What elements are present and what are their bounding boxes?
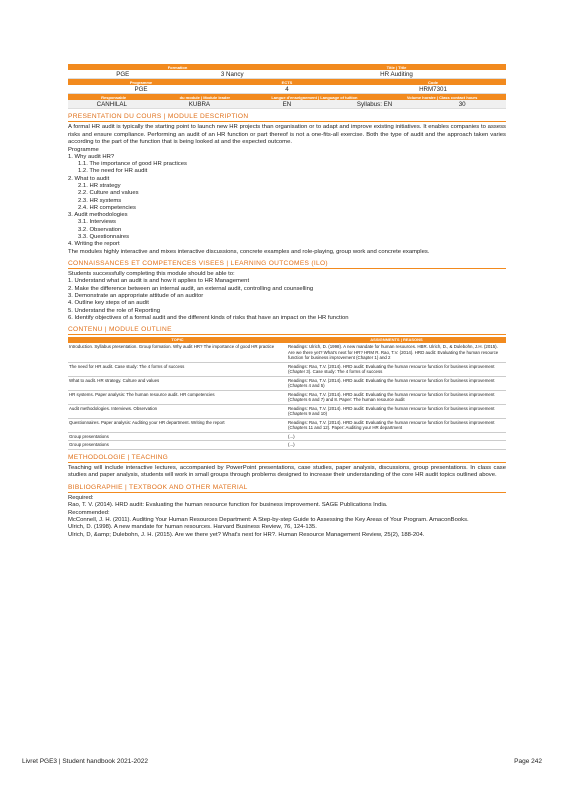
biblio-required-list (68, 502, 506, 510)
outline-row (68, 432, 506, 441)
header-label: Programme (129, 79, 153, 85)
outline-row (68, 418, 506, 432)
outline-assignment-cell: Readings: Ulrich, D. (1998). A new mandate for human resources. HBR. Ulrich, D., & Dulebohn, J.H. (2015). Are we there yet? What's next for HR? HRM R. Rao, T.V. (2014). HRD audit: Evaluating the human resource function for business improvement (Chapter 1) and 2 (287, 343, 506, 362)
header-value: HRM7301 (419, 85, 447, 93)
header-value: 30 (458, 100, 466, 108)
outcome-item: 1. Understand what an audit is and how it applies to HR Management (68, 278, 250, 285)
programme-item: 1.2. The need for HR audit (78, 168, 148, 175)
outcome-item: 4. Outline key steps of an audit (68, 300, 149, 307)
outcome-item: 6. Identify objectives of a formal audit and the different kinds of risks that have an impact on the HR function (68, 314, 349, 321)
programme-label: Programme (68, 146, 99, 153)
biblio-recommended-item: Ulrich, D, &amp; Dulebohn, J. H. (2015). Are we there yet? What's next for HR?. Human Resource Management Review, 25(2), 188-204. (68, 531, 425, 538)
description-intro: A formal HR audit is typically the starting point to launch new HR projects than organisation or to adapt and improve existing initiatives. It enables companies to assess risks and ensure compliance. Performing an audit of an HR function or part thereof is not a one-fits-all exercise. Both the type of audit and the approach taken varies according to the part of the function that is being looked at and the expected outcome. (68, 124, 506, 145)
header-label: ECTS (281, 79, 293, 85)
programme-item: 2.2. Culture and values (78, 190, 139, 197)
header-value: HR Auditing (380, 70, 413, 78)
outline-row (68, 441, 506, 450)
outline-topic-cell: HR systems. Paper analysis: The human resource audit. HR competencies (68, 390, 287, 404)
header-row-3 (68, 100, 506, 109)
outcomes-list (68, 278, 506, 322)
header-bar-1 (68, 64, 506, 70)
section-heading-outline: CONTENU | MODULE OUTLINE (68, 326, 506, 335)
biblio-recommended-list (68, 517, 506, 540)
header-label: du module | Module leader (179, 94, 231, 100)
header-row-2 (68, 85, 506, 94)
outcome-item: 3. Demonstrate an appropriate attitude of an auditor (68, 293, 204, 300)
outcome-item: 2. Make the difference between an internal audit, an external audit, controlling and counselling (68, 285, 314, 292)
outline-topic-cell: Group presentations (68, 432, 287, 441)
header-value: 4 (285, 85, 289, 93)
outline-row (68, 362, 506, 376)
outcomes-intro: Students successfully completing this module should be able to: (68, 271, 235, 278)
outline-assignment-cell: Readings: Rao, T.V. (2014). HRD audit: Evaluating the human resource function for business improvement (Chapters 9 and 10) (287, 404, 506, 418)
programme-item: 2.3. HR systems (78, 197, 122, 204)
header-row-1 (68, 70, 506, 79)
outline-col-topic: TOPIC (68, 337, 287, 343)
outline-col-assignments: ASSIGNMENTS | REASONS (287, 337, 506, 343)
biblio-recommended-item: McConnell, J. H. (2011). Auditing Your Human Resources Department: A Step-by-step Guide to Assessing the Key Areas of Your Program. AmaconBooks. (68, 516, 469, 523)
header-value: KUBRA (188, 100, 211, 108)
section-heading-biblio: BIBLIOGRAPHIE | TEXTBOOK AND OTHER MATERIAL (68, 484, 506, 493)
programme-item: 3.2. Observation (78, 226, 122, 233)
description-closing: The modules highly interactive and mixes interactive discussions, concrete examples and role-playing, group work and concrete examples. (68, 248, 430, 255)
outline-topic-cell: What to audit. HR strategy. Culture and values (68, 376, 287, 390)
method-text: Teaching will include interactive lectures, accompanied by PowerPoint presentations, case studies, paper analysis, discussions, group presentations. In class case studies and paper analysis, students will work in small groups through problems designed to increase their understanding of the core HR audit topics outlined above. (68, 464, 506, 479)
header-value: CANHILAL (96, 100, 127, 108)
outline-topic-cell: The need for HR audit. Case study: The 4 forms of success (68, 362, 287, 376)
programme-item: 1. Why audit HR? (68, 153, 115, 160)
biblio-required-label: Required: (68, 494, 94, 501)
programme-item: 3.1. Interviews (78, 219, 116, 226)
biblio-recommended-item: Ulrich, D. (1998). A new mandate for human resources. Harvard Business Review, 76, 124-135. (68, 524, 317, 531)
outline-row (68, 390, 506, 404)
outline-assignment-cell: Readings: Rao, T.V. (2014). HRD audit: Evaluating the human resource function for business improvement (Chapters 6 and 7) and 8. Paper: The human resource audit (287, 390, 506, 404)
header-label: Volume horaire | Class contact hours (406, 94, 478, 100)
header-value: PGE (134, 85, 148, 93)
outcome-item: 5. Understand the role of Reporting (68, 307, 161, 314)
header-value: EN (282, 100, 292, 108)
programme-item: 2.4. HR competencies (78, 204, 136, 211)
outline-assignment-cell: Readings: Rao, T.V. (2014). HRD audit: Evaluating the human resource function for business improvement (Chapter 3). Case study: The 4 forms of success (287, 362, 506, 376)
outline-topic-cell: Questionnaires. Paper analysis: Auditing your HR department. Writing the report (68, 418, 287, 432)
programme-list (68, 154, 506, 249)
header-value: PGE (116, 70, 130, 78)
page-footer (22, 758, 542, 765)
header-value: 3 Nancy (220, 70, 244, 78)
header-label: Title | Title (386, 64, 407, 70)
header-label: Responsable (101, 94, 127, 100)
outline-row (68, 376, 506, 390)
section-heading-method: METHODOLOGIE | TEACHING (68, 454, 506, 463)
header-label: Formation (167, 64, 188, 70)
biblio-recommended-label: Recommended: (68, 509, 110, 516)
header-value: Syllabus: EN (356, 100, 393, 108)
section-heading-presentation: PRESENTATION DU COURS | MODULE DESCRIPTION (68, 113, 506, 122)
programme-item: 1.1. The importance of good HR practices (78, 161, 187, 168)
biblio-required-item: Rao, T. V. (2014). HRD audit: Evaluating the human resource function for business improvement. SAGE Publications India. (68, 502, 388, 509)
outline-assignment-cell: Readings: Rao, T.V. (2014). HRD audit: Evaluating the human resource function for business improvement (Chapters 4 and 5) (287, 376, 506, 390)
programme-item: 4. Writing the report (68, 241, 120, 248)
outline-row (68, 343, 506, 362)
header-label: Langue d'enseignement | Language of tuition (271, 94, 358, 100)
programme-item: 2. What to audit (68, 175, 110, 182)
footer-page-number: Page 242 (514, 758, 542, 765)
programme-item: 3. Audit methodologies (68, 212, 128, 219)
outline-assignment-cell: Readings: Rao, T.V. (2014). HRD audit: Evaluating the human resource function for business improvement (Chapters 11 and 12). Paper: Auditing your HR department (287, 418, 506, 432)
outline-topic-cell: Group presentations (68, 441, 287, 450)
programme-item: 2.1. HR strategy (78, 182, 121, 189)
outline-topic-cell: Introduction. Syllabus presentation. Group formation. Why audit HR? The importance of good HR practice (68, 343, 287, 362)
outline-row (68, 404, 506, 418)
section-heading-outcomes: CONNAISSANCES ET COMPETENCES VISEES | LEARNING OUTCOMES (ILO) (68, 260, 506, 269)
outline-assignment-cell: (...) (287, 441, 506, 450)
header-bar-3 (68, 94, 506, 100)
header-label: Code (428, 79, 438, 85)
header-bar-2 (68, 79, 506, 85)
syllabus-page (68, 64, 506, 539)
outline-topic-cell: Audit methodologies. Interviews. Observation (68, 404, 287, 418)
programme-item: 3.3. Questionnaires (78, 234, 130, 241)
outline-table (68, 337, 506, 450)
outline-assignment-cell: (...) (287, 432, 506, 441)
footer-handbook: Livret PGE3 | Student handbook 2021-2022 (22, 758, 149, 765)
